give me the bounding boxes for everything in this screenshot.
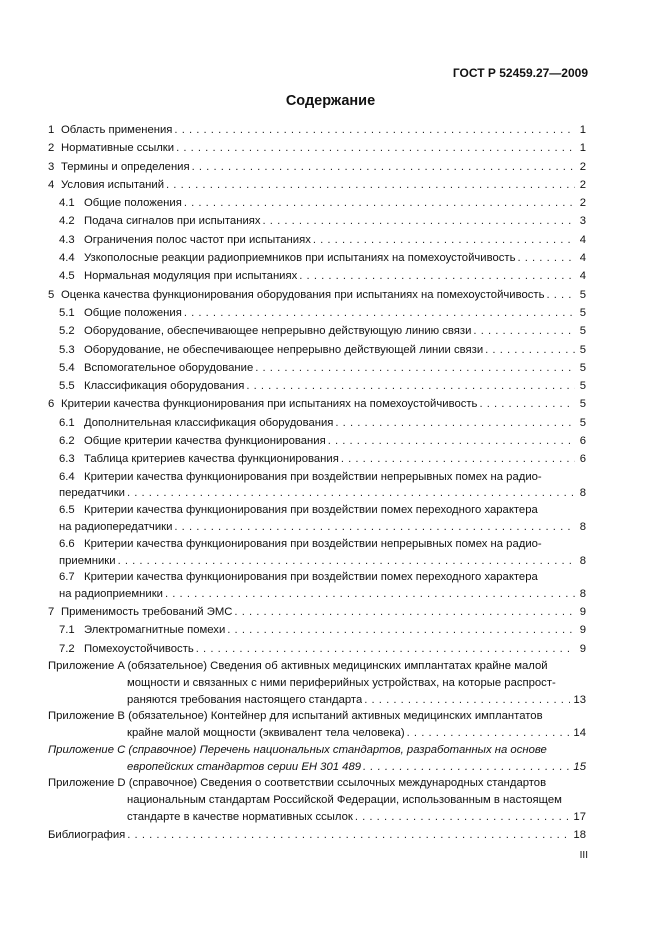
toc-entry-title: на радиопередатчики [59, 521, 173, 534]
toc-entry-title: Библиография [48, 828, 126, 841]
toc-entry[interactable] [48, 569, 586, 603]
toc-entry-number: 4.2 [59, 215, 75, 228]
toc-line [48, 341, 586, 359]
appendix-entry[interactable] [48, 658, 586, 708]
toc-entry-page: 8 [579, 588, 586, 601]
dot-leader [227, 621, 575, 639]
dot-leader [127, 826, 570, 844]
toc-entry-title: Критерии качества функционирования при воздействии непрерывных помех на радио- [84, 470, 542, 483]
toc-entry-title: Критерии качества функционирования при испытаниях на помехоустойчивость [61, 398, 478, 411]
toc-entry-page: 2 [579, 197, 586, 210]
toc-entry-number: 4.4 [59, 252, 75, 265]
toc-line [48, 432, 586, 450]
toc-line [48, 231, 586, 249]
toc-entry-page: 4 [579, 270, 586, 283]
toc-entry-page: 8 [579, 487, 586, 500]
standard-number: ГОСТ Р 52459.27—2009 [452, 66, 588, 80]
toc-entry-number: 7 [48, 606, 55, 619]
toc-entry-title: мощности и связанных с ними периферийных устройствах, на которые распрост- [127, 676, 556, 689]
dot-leader [165, 586, 575, 603]
dot-leader [479, 395, 575, 413]
toc-entry-page: 4 [579, 233, 586, 246]
toc-entry-title: Подача сигналов при испытаниях [84, 215, 261, 228]
toc-entry-number: 5.2 [59, 325, 75, 338]
toc-line [48, 286, 586, 304]
toc-entry-title: Помехоустойчивость [84, 642, 194, 655]
table-of-contents [48, 121, 586, 844]
toc-entry[interactable] [48, 121, 586, 139]
toc-line [48, 414, 586, 432]
toc-entry[interactable] [48, 414, 586, 432]
toc-entry[interactable] [48, 359, 586, 377]
toc-entry-page: 1 [579, 142, 586, 155]
toc-line [48, 519, 586, 536]
toc-entry-page: 4 [579, 252, 586, 265]
toc-entry-page: 8 [579, 521, 586, 534]
toc-line [48, 621, 586, 639]
dot-leader [263, 212, 575, 230]
toc-entry[interactable] [48, 603, 586, 621]
page-folio: III [579, 850, 588, 861]
toc-entry-title: Нормативные ссылки [61, 142, 175, 155]
toc-entry[interactable] [48, 536, 586, 570]
toc-line [48, 792, 586, 809]
toc-line [48, 322, 586, 340]
toc-entry[interactable] [48, 341, 586, 359]
toc-entry-title: европейских стандартов серии ЕН 301 489 [127, 760, 362, 773]
toc-line [48, 553, 586, 570]
toc-entry-title: Приложение C (справочное) Перечень национальных стандартов, разработанных на основе [48, 743, 547, 756]
toc-entry-page: 2 [579, 178, 586, 191]
toc-entry[interactable] [48, 395, 586, 413]
toc-line [48, 395, 586, 413]
toc-entry-title: Дополнительная классификация оборудования [84, 416, 334, 429]
toc-line [48, 469, 586, 486]
toc-line [48, 249, 586, 267]
toc-entry[interactable] [48, 432, 586, 450]
toc-entry-page: 5 [579, 306, 586, 319]
toc-line [48, 176, 586, 194]
dot-leader [127, 485, 575, 502]
dot-leader [192, 158, 575, 176]
toc-entry-page: 1 [579, 124, 586, 136]
toc-entry-title: Ограничения полос частот при испытаниях [84, 233, 311, 246]
dot-leader [174, 519, 575, 536]
toc-line [48, 809, 586, 826]
toc-line [48, 826, 586, 844]
toc-line [48, 121, 586, 139]
toc-entry[interactable] [48, 267, 586, 285]
toc-entry-number: 6.1 [59, 416, 75, 429]
toc-line [48, 359, 586, 377]
toc-line [48, 377, 586, 395]
toc-entry-number: 6.5 [59, 504, 75, 517]
dot-leader [473, 322, 575, 340]
toc-entry[interactable] [48, 286, 586, 304]
toc-line [48, 658, 586, 675]
toc-entry-title: Условия испытаний [61, 178, 165, 191]
toc-entry-page: 14 [573, 727, 586, 740]
toc-entry-page: 6 [579, 453, 586, 466]
toc-entry-number: 4.3 [59, 233, 75, 246]
toc-entry[interactable] [48, 621, 586, 639]
toc-entry-page: 9 [579, 606, 586, 619]
toc-line [48, 450, 586, 468]
dot-leader [363, 759, 570, 776]
toc-entry[interactable] [48, 502, 586, 536]
toc-entry-number: 6.3 [59, 453, 75, 466]
toc-entry[interactable] [48, 450, 586, 468]
toc-entry-title: Приложение A (обязательное) Сведения об активных медицинских имплантатах крайне малой [48, 659, 548, 672]
dot-leader [364, 692, 570, 709]
toc-line [48, 139, 586, 157]
toc-entry-title: Узкополосные реакции радиоприемников при испытаниях на помехоустойчивость [84, 252, 516, 265]
toc-entry-title: Общие положения [84, 306, 182, 319]
toc-entry-number: 6.4 [59, 470, 75, 483]
toc-entry-number: 7.1 [59, 624, 75, 637]
dot-leader [546, 286, 575, 304]
toc-entry-title: Критерии качества функционирования при воздействии помех переходного характера [84, 504, 538, 517]
toc-entry-page: 17 [573, 811, 586, 824]
toc-entry-page: 5 [579, 343, 586, 356]
toc-entry-page: 5 [579, 416, 586, 429]
dot-leader [341, 450, 575, 468]
toc-entry-number: 5.3 [59, 343, 75, 356]
toc-entry-number: 4 [48, 178, 55, 191]
toc-line [48, 603, 586, 621]
toc-line [48, 742, 586, 759]
toc-entry-page: 9 [579, 624, 586, 637]
toc-entry-title: Классификация оборудования [84, 380, 245, 393]
toc-entry[interactable] [48, 158, 586, 176]
toc-entry[interactable] [48, 212, 586, 230]
toc-entry-title: стандарте в качестве нормативных ссылок [127, 811, 353, 824]
toc-entry-page: 5 [579, 361, 586, 374]
dot-leader [184, 194, 575, 212]
toc-line [48, 502, 586, 519]
dot-leader [407, 725, 571, 742]
toc-entry-number: 4.1 [59, 197, 75, 210]
toc-line [48, 692, 586, 709]
toc-entry-title: Вспомогательное оборудование [84, 361, 254, 374]
toc-line [48, 759, 586, 776]
toc-entry-title: Нормальная модуляция при испытаниях [84, 270, 298, 283]
toc-line [48, 725, 586, 742]
dot-leader [485, 341, 575, 359]
toc-entry-title: Электромагнитные помехи [84, 624, 226, 637]
toc-entry-title: Термины и определения [61, 160, 190, 173]
toc-entry-title: Критерии качества функционирования при воздействии непрерывных помех на радио- [84, 537, 542, 550]
toc-line [48, 586, 586, 603]
dot-leader [299, 267, 575, 285]
toc-entry-page: 18 [573, 828, 586, 841]
toc-entry-page: 8 [579, 554, 586, 567]
dot-leader [335, 414, 575, 432]
toc-entry-page: 5 [579, 380, 586, 393]
bibliography-entry[interactable] [48, 826, 586, 844]
toc-line [48, 708, 586, 725]
toc-line [48, 640, 586, 658]
toc-entry[interactable] [48, 640, 586, 658]
toc-entry-number: 1 [48, 124, 55, 136]
toc-entry-page: 3 [579, 215, 586, 228]
toc-line [48, 158, 586, 176]
dot-leader [328, 432, 575, 450]
toc-entry-title: Таблица критериев качества функционирования [84, 453, 339, 466]
dot-leader [234, 603, 575, 621]
toc-entry-number: 6.7 [59, 571, 75, 584]
toc-entry[interactable] [48, 194, 586, 212]
toc-entry-title: Общие критерии качества функционирования [84, 435, 326, 448]
toc-entry-title: Общие положения [84, 197, 182, 210]
toc-entry-page: 6 [579, 435, 586, 448]
toc-entry-title: на радиоприемники [59, 588, 163, 601]
toc-entry[interactable] [48, 176, 586, 194]
toc-entry-number: 6.2 [59, 435, 75, 448]
toc-entry-title: Приложение D (справочное) Сведения о соответствии ссылочных международных стандартов [48, 777, 547, 790]
toc-line [48, 485, 586, 502]
dot-leader [184, 304, 575, 322]
toc-entry[interactable] [48, 377, 586, 395]
toc-entry-title: Приложение B (обязательное) Контейнер для испытаний активных медицинских имплантатов [48, 710, 543, 723]
page-title: Содержание [285, 93, 376, 109]
toc-entry-title: Область применения [61, 124, 173, 136]
toc-entry-page: 15 [573, 760, 586, 773]
toc-entry-page: 5 [579, 398, 586, 411]
toc-entry[interactable] [48, 231, 586, 249]
toc-entry-title: приемники [59, 554, 116, 567]
toc-line [48, 536, 586, 553]
dot-leader [176, 139, 575, 157]
toc-entry-number: 5.4 [59, 361, 75, 374]
toc-entry-title: раняются требования настоящего стандарта [127, 693, 363, 706]
toc-entry-title: Оценка качества функционирования оборудования при испытаниях на помехоустойчивость [61, 288, 545, 301]
toc-entry-number: 4.5 [59, 270, 75, 283]
appendix-entry[interactable] [48, 775, 586, 825]
toc-entry[interactable] [48, 469, 586, 503]
toc-line [48, 775, 586, 792]
toc-entry[interactable] [48, 139, 586, 157]
toc-entry[interactable] [48, 304, 586, 322]
toc-entry-title: Применимость требований ЭМС [61, 606, 233, 619]
dot-leader [166, 176, 575, 194]
toc-line [48, 675, 586, 692]
toc-entry-title: Оборудование, не обеспечивающее непрерывно действующей линии связи [84, 343, 484, 356]
toc-entry-number: 5.5 [59, 380, 75, 393]
toc-entry[interactable] [48, 322, 586, 340]
toc-entry[interactable] [48, 249, 586, 267]
toc-line [48, 212, 586, 230]
toc-line [48, 569, 586, 586]
dot-leader [118, 553, 575, 570]
toc-entry-number: 5.1 [59, 306, 75, 319]
appendix-entry[interactable] [48, 708, 586, 742]
dot-leader [313, 231, 575, 249]
dot-leader [355, 809, 571, 826]
toc-entry-number: 5 [48, 288, 55, 301]
dot-leader [174, 121, 575, 139]
dot-leader [255, 359, 575, 377]
toc-entry-title: Критерии качества функционирования при воздействии помех переходного характера [84, 571, 538, 584]
toc-line [48, 267, 586, 285]
toc-entry-title: Оборудование, обеспечивающее непрерывно действующую линию связи [84, 325, 472, 338]
toc-entry-number: 6 [48, 398, 55, 411]
toc-entry-number: 6.6 [59, 537, 75, 550]
toc-entry-title: передатчики [59, 487, 125, 500]
toc-entry-page: 2 [579, 160, 586, 173]
toc-line [48, 304, 586, 322]
dot-leader [517, 249, 575, 267]
toc-line [48, 194, 586, 212]
toc-entry-number: 2 [48, 142, 55, 155]
toc-entry-number: 7.2 [59, 642, 75, 655]
toc-entry-title: крайне малой мощности (эквивалент тела человека) [127, 727, 405, 740]
appendix-entry[interactable] [48, 742, 586, 776]
toc-entry-page: 9 [579, 642, 586, 655]
toc-entry-title: национальным стандартам Российской Федерации, использованным в настоящем [127, 794, 562, 807]
toc-entry-number: 3 [48, 160, 55, 173]
toc-entry-page: 5 [579, 288, 586, 301]
toc-entry-page: 5 [579, 325, 586, 338]
toc-entry-page: 13 [573, 693, 586, 706]
dot-leader [196, 640, 575, 658]
dot-leader [246, 377, 575, 395]
